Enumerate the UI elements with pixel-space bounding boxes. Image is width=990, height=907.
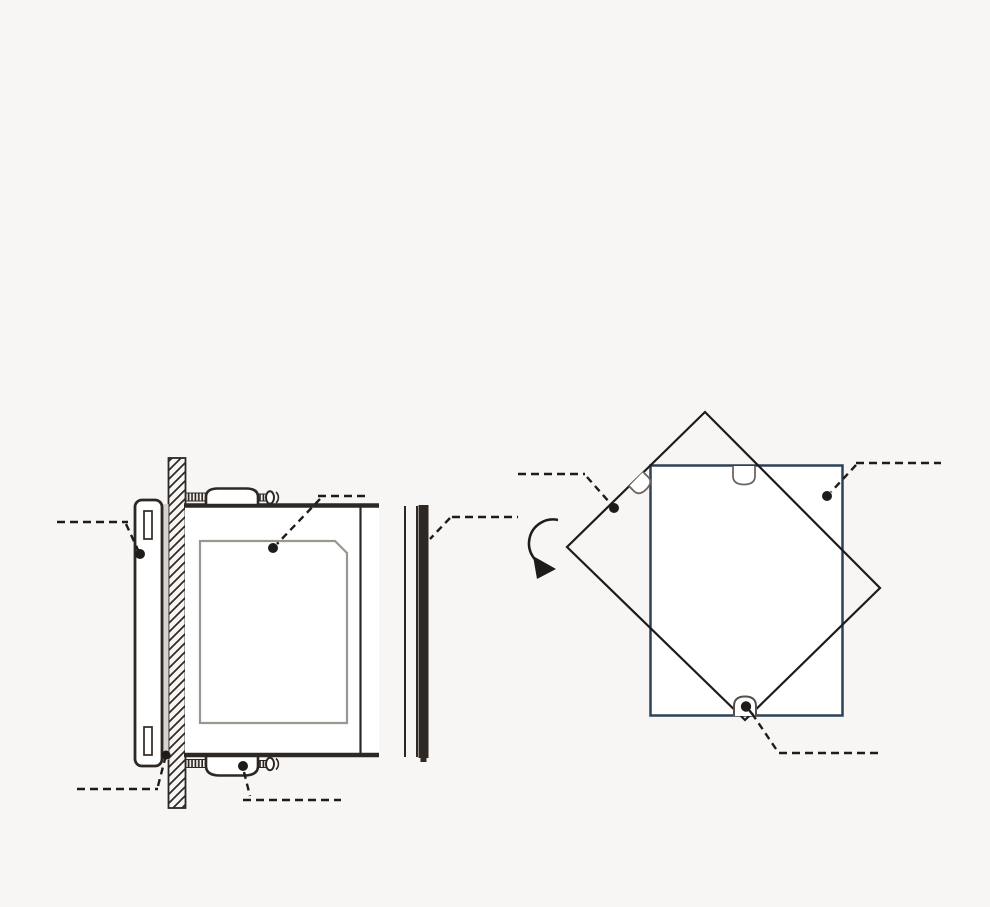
side-view-diagram [57, 458, 518, 808]
rotation-arrow-icon [529, 519, 558, 567]
bullet-item-panel-mount [40, 199, 970, 227]
leader-dot [238, 761, 248, 771]
instrument-body [185, 506, 379, 755]
terminal-cover-bar [419, 505, 429, 758]
leader-dot [609, 503, 619, 513]
back-view-diagram [518, 412, 941, 753]
bullet-item-wiring-diagram [40, 155, 970, 183]
bullet-item-rtd [40, 67, 970, 95]
bullet-item-thermocouple [40, 23, 970, 51]
bracket-screw-thread [186, 493, 206, 501]
bezel-clip [144, 727, 152, 755]
leader-dot [268, 543, 278, 553]
installation-diagrams [0, 360, 990, 820]
bracket-screw-thread [186, 760, 206, 768]
cover-tab-top [733, 466, 755, 485]
terminal-block [651, 466, 843, 716]
panel-wall [169, 458, 186, 808]
fixing-bracket-top [206, 489, 258, 506]
bullet-item-shielded-wire [40, 111, 970, 139]
fixing-bracket-bottom [206, 756, 258, 776]
leader-dot [162, 751, 171, 760]
front-panel-bezel [135, 500, 162, 766]
bezel-clip [144, 511, 152, 539]
leader-dot [822, 491, 832, 501]
leader-dot [135, 549, 145, 559]
rotation-arrowhead [533, 556, 556, 579]
screw-head-icon [266, 758, 274, 770]
screw-head-icon [266, 491, 274, 503]
